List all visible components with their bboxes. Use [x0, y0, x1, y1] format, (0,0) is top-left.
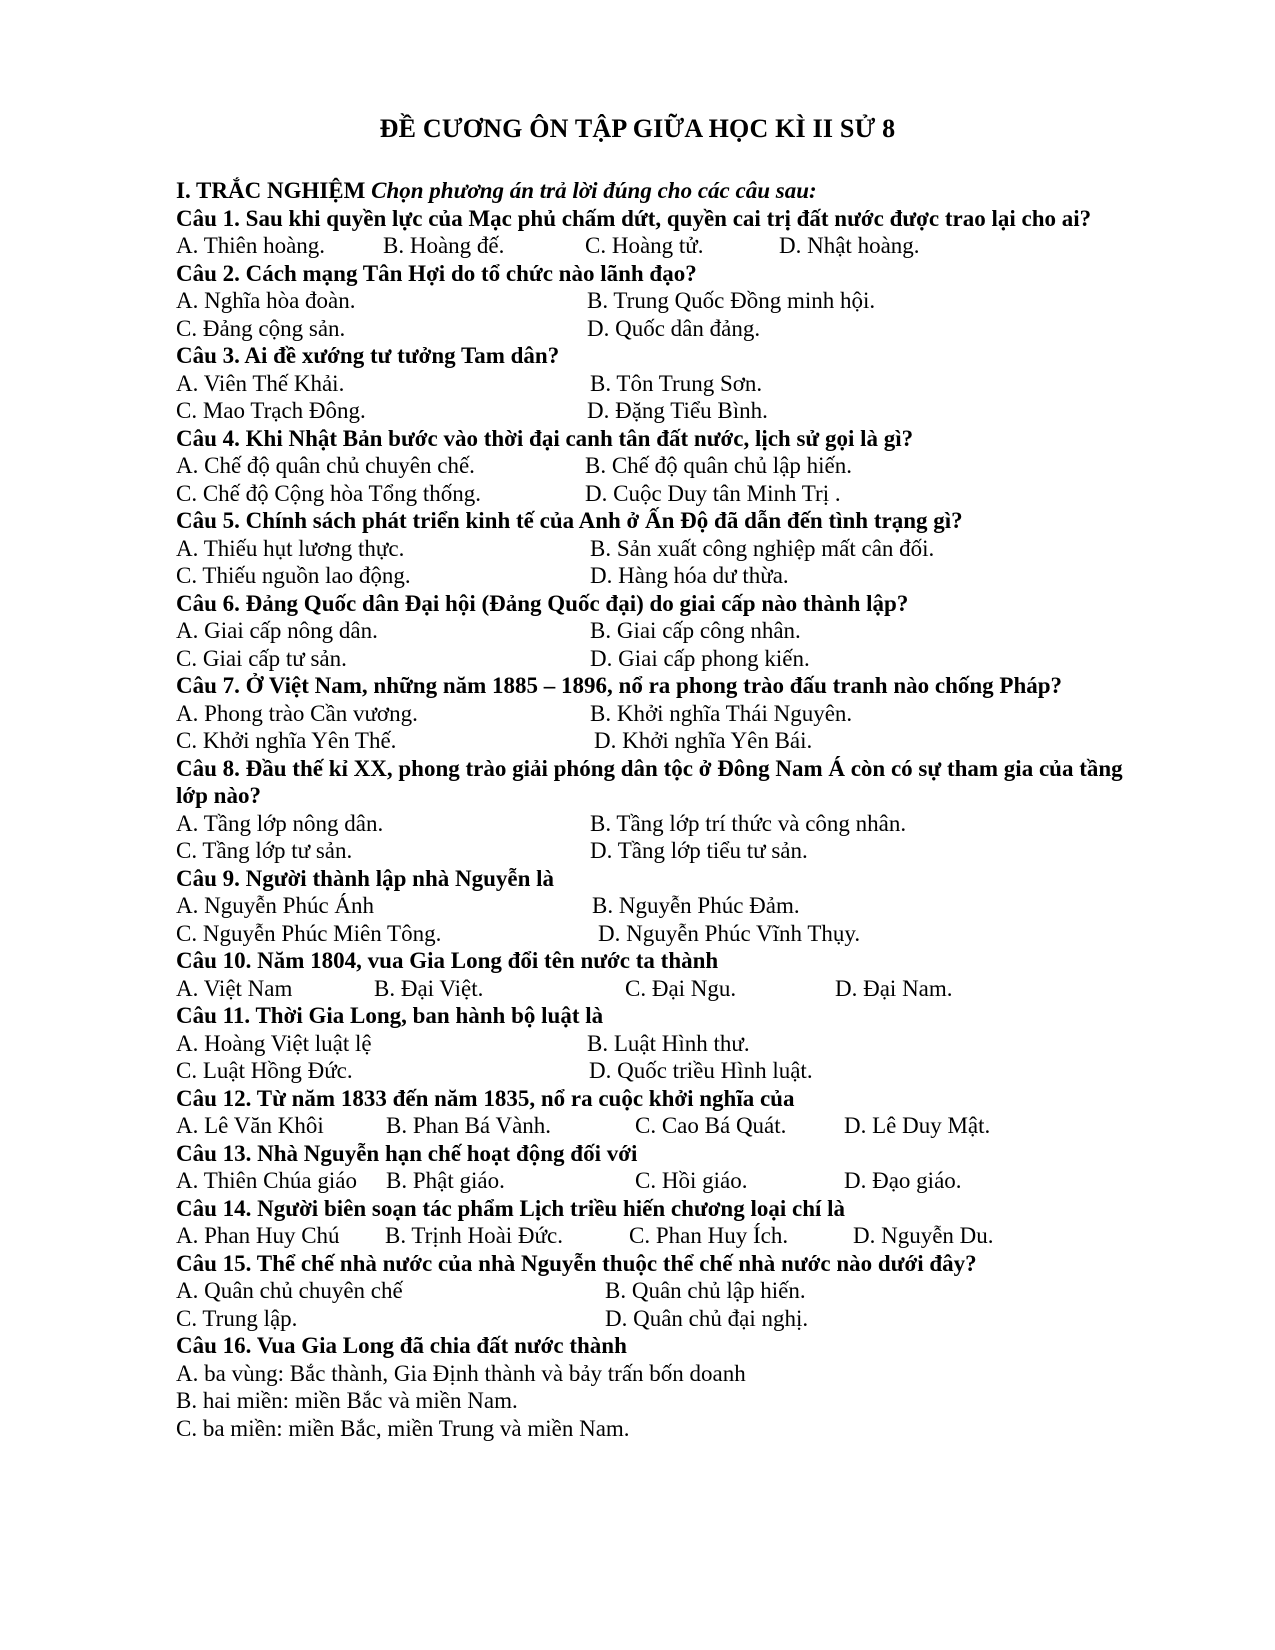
options-4-row2 — [176, 480, 1176, 508]
option-a: A. ba vùng: Bắc thành, Gia Định thành và bảy trấn bốn doanh — [176, 1360, 746, 1386]
question-6: Câu 6. Đảng Quốc dân Đại hội (Đảng Quốc đại) do giai cấp nào thành lập? — [176, 590, 909, 616]
question-14: Câu 14. Người biên soạn tác phẩm Lịch triều hiến chương loại chí là — [176, 1195, 846, 1221]
options-4-row1 — [176, 452, 1176, 480]
option-c: C. Giai cấp tư sản. — [176, 645, 347, 671]
option-b: B. Quân chủ lập hiến. — [605, 1278, 806, 1303]
option-d: D. Tầng lớp tiểu tư sản. — [590, 838, 808, 863]
option-a: A. Phong trào Cần vương. — [176, 700, 418, 726]
option-a: A. Tầng lớp nông dân. — [176, 810, 384, 836]
options-9-row1 — [176, 892, 1176, 920]
options-13 — [176, 1167, 1176, 1195]
option-c: C. Phan Huy Ích. — [629, 1223, 789, 1248]
option-c: C. Mao Trạch Đông. — [176, 398, 366, 423]
options-6-row2 — [176, 645, 1176, 673]
option-b: B. Giai cấp công nhân. — [590, 618, 801, 643]
options-15-row2 — [176, 1305, 1176, 1333]
options-1 — [176, 232, 1176, 260]
option-a: A. Nguyễn Phúc Ánh — [176, 893, 375, 918]
option-b: B. Tôn Trung Sơn. — [590, 370, 763, 396]
question-16: Câu 16. Vua Gia Long đã chia đất nước thành — [176, 1333, 627, 1358]
option-c: C. Chế độ Cộng hòa Tổng thống. — [176, 480, 481, 506]
option-c: C. Trung lập. — [176, 1305, 298, 1331]
option-b: B. Đại Việt. — [374, 975, 484, 1001]
options-11-row2 — [176, 1057, 1176, 1085]
option-b: B. Chế độ quân chủ lập hiến. — [585, 453, 853, 478]
option-a: A. Giai cấp nông dân. — [176, 618, 378, 643]
page-title: ĐỀ CƯƠNG ÔN TẬP GIỮA HỌC KÌ II SỬ 8 — [379, 114, 896, 143]
option-b: B. hai miền: miền Bắc và miền Nam. — [176, 1388, 518, 1413]
option-d: D. Quốc dân đảng. — [587, 315, 761, 341]
option-b: B. Nguyễn Phúc Đảm. — [592, 893, 800, 918]
options-8-row1 — [176, 810, 1176, 838]
question-1: Câu 1. Sau khi quyền lực của Mạc phủ chấm dứt, quyền cai trị đất nước được trao lại cho ai? — [176, 205, 1092, 231]
options-2-row2 — [176, 315, 1176, 343]
option-b: B. Hoàng đế. — [383, 233, 505, 258]
question-5: Câu 5. Chính sách phát triển kinh tế của Anh ở Ấn Độ đã dẫn đến tình trạng gì? — [176, 508, 963, 533]
section-instruction: Chọn phương án trả lời đúng cho các câu sau: — [371, 178, 817, 203]
option-a: A. Phan Huy Chú — [176, 1223, 340, 1248]
option-a: A. Thiên hoàng. — [176, 233, 326, 258]
question-10: Câu 10. Năm 1804, vua Gia Long đổi tên nước ta thành — [176, 948, 719, 973]
option-b: B. Trịnh Hoài Đức. — [385, 1223, 563, 1248]
option-a: A. Thiếu hụt lương thực. — [176, 535, 405, 561]
option-b: B. Sản xuất công nghiệp mất cân đối. — [590, 535, 935, 561]
option-c: C. Tầng lớp tư sản. — [176, 838, 353, 863]
options-14 — [176, 1222, 1176, 1250]
option-c: C. Khởi nghĩa Yên Thế. — [176, 728, 397, 753]
option-b: B. Tầng lớp trí thức và công nhân. — [590, 810, 907, 836]
option-c: C. Hồi giáo. — [635, 1168, 748, 1193]
option-d: D. Hàng hóa dư thừa. — [590, 563, 789, 588]
option-d: D. Đặng Tiểu Bình. — [587, 398, 768, 423]
question-15: Câu 15. Thể chế nhà nước của nhà Nguyễn thuộc thể chế nhà nước nào dưới đây? — [176, 1250, 977, 1276]
option-a: A. Viên Thế Khải. — [176, 370, 345, 396]
option-c: C. ba miền: miền Bắc, miền Trung và miền Nam. — [176, 1415, 630, 1441]
question-3: Câu 3. Ai đề xướng tư tưởng Tam dân? — [176, 343, 560, 368]
options-11-row1 — [176, 1030, 1176, 1058]
option-d: D. Quân chủ đại nghị. — [605, 1305, 809, 1331]
options-6-row1 — [176, 617, 1176, 645]
option-a: A. Hoàng Việt luật lệ — [176, 1030, 372, 1056]
option-b: B. Phan Bá Vành. — [386, 1113, 552, 1138]
option-d: D. Cuộc Duy tân Minh Trị . — [585, 480, 841, 506]
option-c: C. Đảng cộng sản. — [176, 315, 346, 341]
option-d: D. Khởi nghĩa Yên Bái. — [594, 728, 813, 753]
option-a: A. Việt Nam — [176, 975, 293, 1001]
options-10 — [176, 975, 1176, 1003]
options-12 — [176, 1112, 1176, 1140]
options-9-row2 — [176, 920, 1176, 948]
question-list — [176, 177, 1176, 1442]
option-b: B. Trung Quốc Đồng minh hội. — [587, 288, 876, 313]
option-b: B. Phật giáo. — [386, 1168, 505, 1193]
question-2: Câu 2. Cách mạng Tân Hợi do tổ chức nào lãnh đạo? — [176, 260, 697, 286]
question-13: Câu 13. Nhà Nguyễn hạn chế hoạt động đối với — [176, 1140, 638, 1166]
option-c: C. Nguyễn Phúc Miên Tông. — [176, 920, 442, 946]
question-7: Câu 7. Ở Việt Nam, những năm 1885 – 1896, nổ ra phong trào đấu tranh nào chống Pháp? — [176, 673, 1063, 698]
options-3-row1 — [176, 370, 1176, 398]
option-d: D. Đại Nam. — [835, 975, 953, 1001]
option-d: D. Quốc triều Hình luật. — [589, 1058, 813, 1083]
option-b: B. Luật Hình thư. — [587, 1030, 750, 1056]
options-15-row1 — [176, 1277, 1176, 1305]
option-d: D. Nguyễn Du. — [853, 1223, 994, 1248]
option-a: A. Lê Văn Khôi — [176, 1113, 324, 1138]
options-8-row2 — [176, 837, 1176, 865]
option-d: D. Nhật hoàng. — [779, 233, 920, 258]
options-5-row1 — [176, 535, 1176, 563]
question-11: Câu 11. Thời Gia Long, ban hành bộ luật là — [176, 1003, 604, 1028]
option-c: C. Đại Ngu. — [625, 975, 737, 1001]
options-7-row2 — [176, 727, 1176, 755]
options-5-row2 — [176, 562, 1176, 590]
section-heading — [176, 177, 1176, 205]
option-a: A. Nghĩa hòa đoàn. — [176, 288, 356, 313]
option-a: A. Chế độ quân chủ chuyên chế. — [176, 453, 475, 478]
option-d: D. Giai cấp phong kiến. — [590, 645, 810, 671]
section-label: I. TRẮC NGHIỆM — [176, 178, 366, 203]
options-3-row2 — [176, 397, 1176, 425]
option-a: A. Thiên Chúa giáo — [176, 1168, 357, 1193]
option-c: C. Thiếu nguồn lao động. — [176, 563, 411, 588]
option-b: B. Khởi nghĩa Thái Nguyên. — [590, 700, 853, 726]
option-c: C. Luật Hồng Đức. — [176, 1058, 353, 1083]
question-12: Câu 12. Từ năm 1833 đến năm 1835, nổ ra cuộc khởi nghĩa của — [176, 1085, 795, 1111]
question-9: Câu 9. Người thành lập nhà Nguyễn là — [176, 865, 555, 891]
option-c: C. Cao Bá Quát. — [635, 1113, 787, 1138]
question-8: Câu 8. Đầu thế kỉ XX, phong trào giải phóng dân tộc ở Đông Nam Á còn có sự tham gia của tầng lớp nào? — [176, 755, 1123, 808]
option-c: C. Hoàng tử. — [585, 233, 704, 258]
question-4: Câu 4. Khi Nhật Bản bước vào thời đại canh tân đất nước, lịch sử gọi là gì? — [176, 425, 914, 451]
options-2-row1 — [176, 287, 1176, 315]
option-d: D. Nguyễn Phúc Vĩnh Thụy. — [598, 920, 861, 946]
option-a: A. Quân chủ chuyên chế — [176, 1278, 403, 1303]
option-d: D. Lê Duy Mật. — [844, 1113, 991, 1138]
option-d: D. Đạo giáo. — [844, 1168, 962, 1193]
options-7-row1 — [176, 700, 1176, 728]
